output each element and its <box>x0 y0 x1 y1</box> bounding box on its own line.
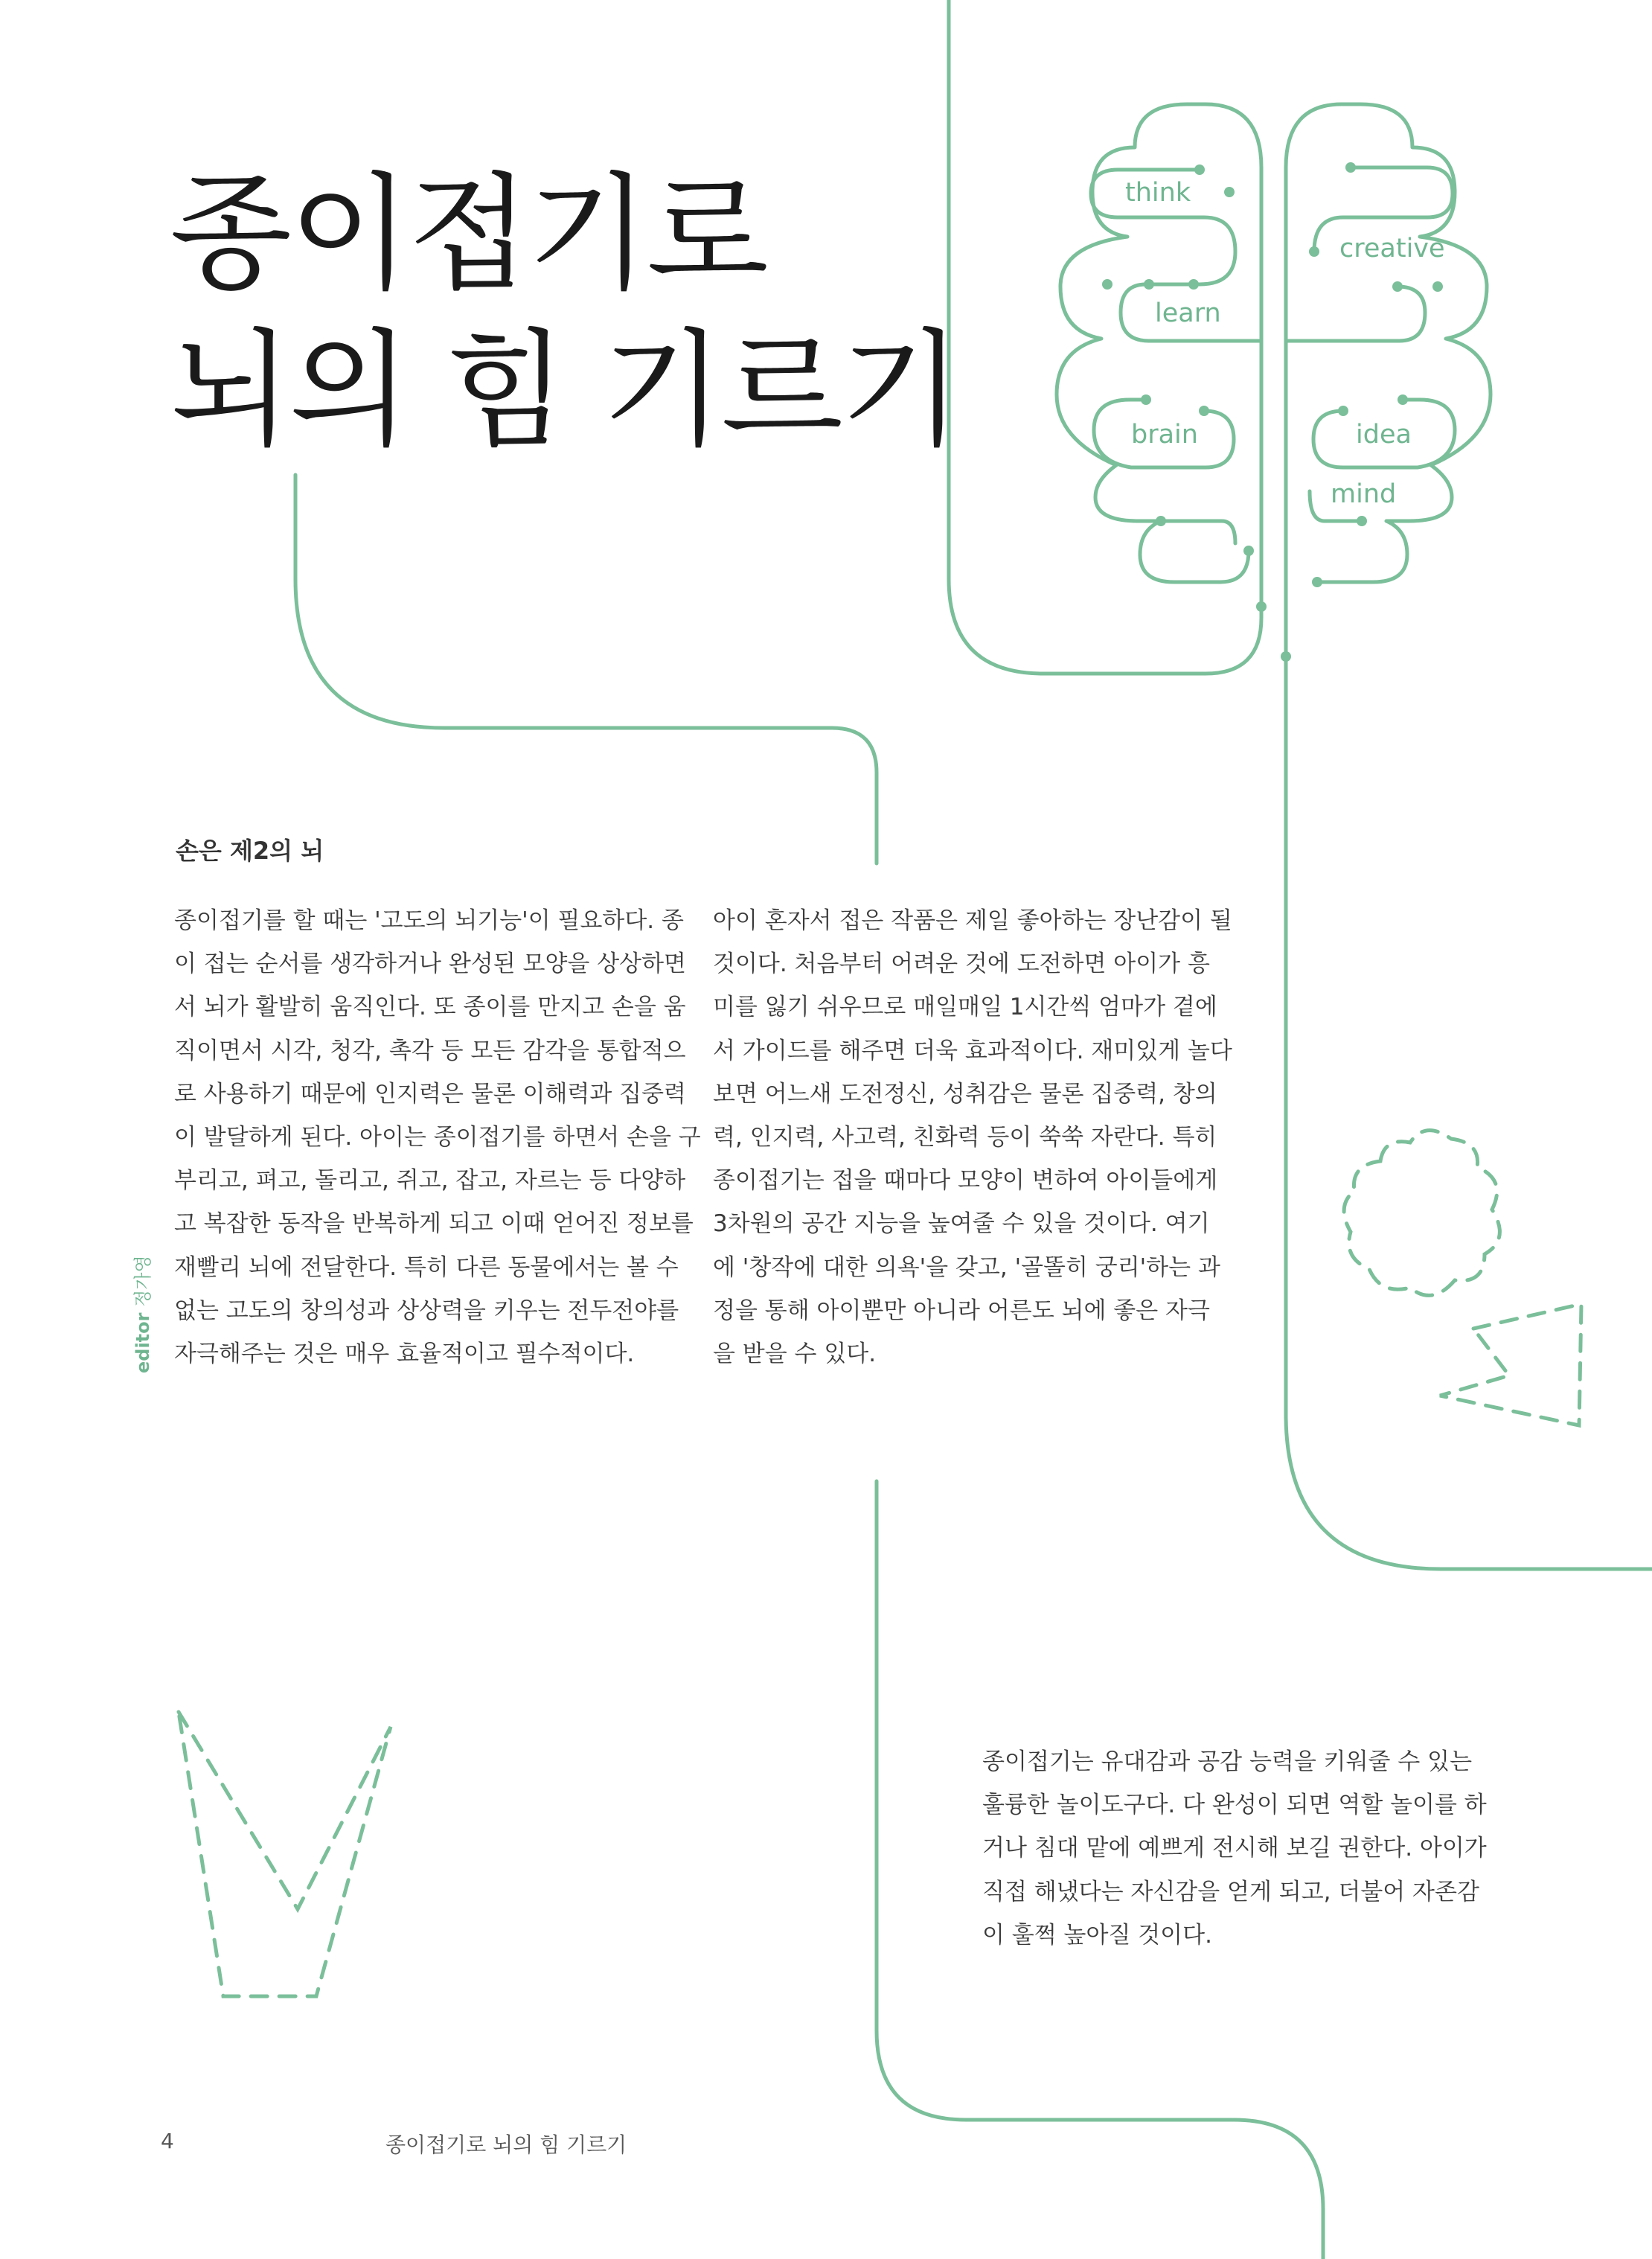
brain-stem-right <box>1286 167 1652 1569</box>
dashed-flower-shape <box>1344 1131 1499 1296</box>
text-line: 을 받을 수 있다. <box>713 1341 877 1368</box>
body-column-3 <box>982 1740 1487 1957</box>
text-line: 없는 고도의 창의성과 상상력을 키우는 전두전야를 <box>174 1297 679 1324</box>
brain-left-outer <box>949 0 1261 674</box>
text-line: 자극해주는 것은 매우 효율적이고 필수적이다. <box>174 1341 635 1368</box>
brain-word-brain: brain <box>1131 420 1198 450</box>
text-line: 직이면서 시각, 청각, 촉각 등 모든 감각을 통합적으 <box>174 1037 686 1064</box>
editor-credit <box>128 1255 154 1373</box>
text-line: 종이접기는 접을 때마다 모양이 변하여 아이들에게 <box>713 1167 1218 1195</box>
text-line: 직접 해냈다는 자신감을 얻게 되고, 더불어 자존감 <box>982 1878 1479 1905</box>
text-line: 서 뇌가 활발히 움직인다. 또 종이를 만지고 손을 움 <box>174 994 686 1021</box>
text-line: 훌륭한 놀이도구다. 다 완성이 되면 역할 놀이를 하 <box>982 1792 1487 1819</box>
text-line: 것이다. 처음부터 어려운 것에 도전하면 아이가 흥 <box>713 950 1210 978</box>
text-line: 부리고, 펴고, 돌리고, 쥐고, 잡고, 자르는 등 다양하 <box>174 1167 686 1195</box>
title-line-2: 뇌의 힘 기르기 <box>170 317 960 464</box>
text-line: 종이접기는 유대감과 공감 능력을 키워줄 수 있는 <box>982 1748 1473 1775</box>
text-line: 미를 잃기 쉬우므로 매일매일 1시간씩 엄마가 곁에 <box>713 994 1217 1021</box>
brain-word-mind: mind <box>1331 479 1397 509</box>
brain-word-learn: learn <box>1155 298 1221 328</box>
brain-word-think: think <box>1125 178 1191 208</box>
text-line: 재빨리 뇌에 전달한다. 특히 다른 동물에서는 볼 수 <box>174 1253 679 1281</box>
text-line: 3차원의 공간 지능을 높여줄 수 있을 것이다. 여기 <box>713 1210 1210 1238</box>
editor-name: 정가영 <box>132 1255 153 1307</box>
body-column-2 <box>713 899 1232 1375</box>
text-line: 이 발달하게 된다. 아이는 종이접기를 하면서 손을 구 <box>174 1124 701 1151</box>
dashed-triangle-shape <box>1440 1304 1581 1425</box>
page-number: 4 <box>161 2129 174 2153</box>
page-title <box>170 156 959 469</box>
title-line-1: 종이접기로 <box>170 161 766 308</box>
text-line: 로 사용하기 때문에 인지력은 물론 이해력과 집중력 <box>174 1080 686 1108</box>
brain-word-idea: idea <box>1356 420 1412 450</box>
text-line: 고 복잡한 동작을 반복하게 되고 이때 얻어진 정보를 <box>174 1210 694 1238</box>
text-line: 력, 인지력, 사고력, 친화력 등이 쑥쑥 자란다. 특히 <box>713 1124 1217 1151</box>
text-line: 아이 혼자서 접은 작품은 제일 좋아하는 장난감이 될 <box>713 907 1232 934</box>
editor-label: editor <box>132 1312 153 1373</box>
text-line: 서 가이드를 해주면 더욱 효과적이다. 재미있게 놀다 <box>713 1037 1232 1064</box>
section-subhead: 손은 제2의 뇌 <box>176 837 324 865</box>
text-line: 이 접는 순서를 생각하거나 완성된 모양을 상상하면 <box>174 950 686 978</box>
dashed-crown-shape <box>179 1712 391 1996</box>
brain-left-lobe <box>1057 104 1261 582</box>
text-line: 이 훌쩍 높아질 것이다. <box>982 1921 1212 1949</box>
body-column-1 <box>174 899 701 1375</box>
connector-line-top <box>295 475 877 863</box>
footer-title: 종이접기로 뇌의 힘 기르기 <box>385 2132 627 2157</box>
text-line: 거나 침대 맡에 예쁘게 전시해 보길 권한다. 아이가 <box>982 1835 1487 1862</box>
brain-word-creative: creative <box>1339 234 1445 263</box>
text-line: 종이접기를 할 때는 '고도의 뇌기능'이 필요하다. 종 <box>174 907 684 934</box>
text-line: 보면 어느새 도전정신, 성취감은 물론 집중력, 창의 <box>713 1080 1217 1108</box>
brain-right-lobe <box>1286 104 1491 582</box>
text-line: 정을 통해 아이뿐만 아니라 어른도 뇌에 좋은 자극 <box>713 1297 1210 1324</box>
text-line: 에 '창작에 대한 의욕'을 갖고, '골똘히 궁리'하는 과 <box>713 1253 1220 1281</box>
